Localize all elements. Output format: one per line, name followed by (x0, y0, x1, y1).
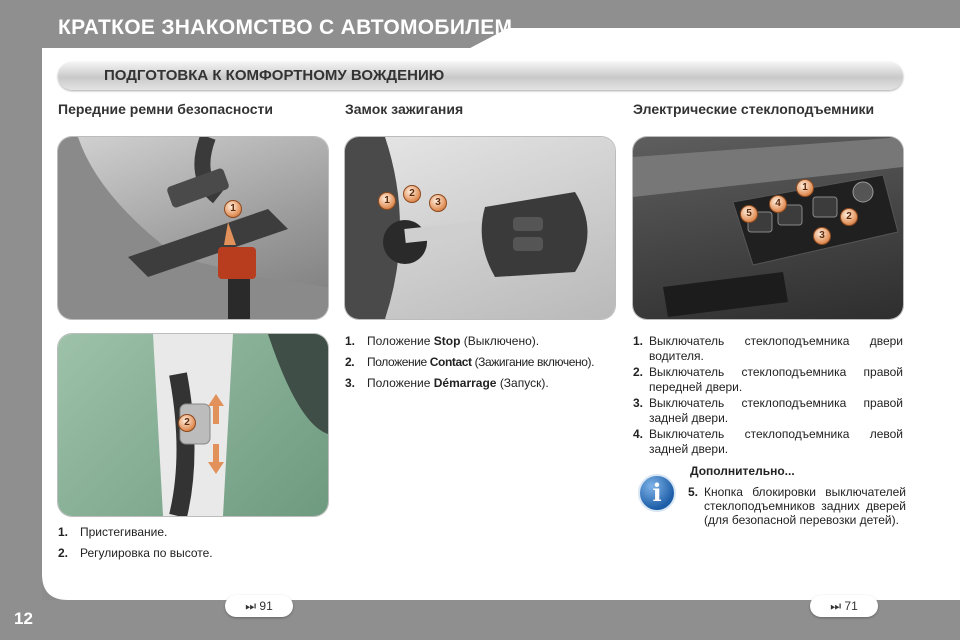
page-reference-91[interactable] (225, 595, 293, 617)
info-note (688, 485, 906, 527)
list-item (633, 334, 903, 364)
list-item-keyword: Démarrage (433, 376, 497, 390)
page-ref-number: 71 (844, 599, 858, 613)
info-icon: i (638, 474, 676, 512)
list-item-number: 2. (633, 365, 644, 379)
list-item (345, 355, 625, 370)
ignition-marker-3: 3 (429, 194, 447, 212)
list-item (345, 376, 625, 391)
list-item-suffix: (Запуск). (499, 376, 549, 390)
ignition-marker-1: 1 (378, 192, 396, 210)
list-item-keyword: Stop (433, 334, 461, 348)
info-note-text: Кнопка блокировки выключателей стеклоподъемников задних дверей (для безопасной перевозки детей). (704, 485, 906, 527)
seatbelt-buckle-photo (58, 137, 328, 319)
list-item-number: 2. (58, 546, 69, 560)
page-ref-arrow-icon: ⏭ (245, 599, 257, 613)
list-item-number: 1. (633, 334, 644, 348)
list-item (633, 427, 903, 457)
window-marker-1: 1 (796, 179, 814, 197)
ignition-list (345, 334, 625, 397)
seatbelt-height-photo (58, 334, 328, 516)
section-banner-label: ПОДГОТОВКА К КОМФОРТНОМУ ВОЖДЕНИЮ (104, 67, 445, 84)
page-number: 12 (14, 609, 33, 628)
window-marker-2: 2 (840, 208, 858, 226)
ignition-heading: Замок зажигания (345, 101, 464, 117)
list-item (633, 365, 903, 395)
list-item-keyword: Contact (429, 355, 472, 369)
list-item-prefix: Положение (367, 334, 431, 348)
windows-list (633, 334, 903, 458)
page-ref-arrow-icon: ⏭ (830, 599, 842, 613)
seatbelts-heading: Передние ремни безопасности (58, 101, 273, 117)
list-item-text: Регулировка по высоте. (80, 546, 213, 560)
list-item-prefix: Положение (367, 376, 431, 390)
list-item (58, 546, 328, 561)
list-item-number: 3. (633, 396, 644, 410)
list-item-text: Пристегивание. (80, 525, 168, 539)
seatbelt-marker-2: 2 (178, 414, 196, 432)
window-marker-4: 4 (769, 195, 787, 213)
seatbelt-marker-1: 1 (224, 200, 242, 218)
seatbelts-list (58, 525, 328, 567)
ignition-key-photo (345, 137, 615, 319)
list-item-text: Выключатель стеклоподъемника двери водителя. (649, 334, 903, 363)
list-item-text: Выключатель стеклоподъемника правой задней двери. (649, 396, 903, 425)
list-item-text: Выключатель стеклоподъемника правой передней двери. (649, 365, 903, 394)
list-item-prefix: Положение (367, 355, 427, 369)
list-item (58, 525, 328, 540)
page-reference-71[interactable] (810, 595, 878, 617)
info-title: Дополнительно... (690, 464, 795, 478)
info-note-number: 5. (688, 485, 699, 499)
list-item-number: 3. (345, 376, 356, 390)
window-marker-3: 3 (813, 227, 831, 245)
list-item-number: 1. (58, 525, 69, 539)
page-title: КРАТКОЕ ЗНАКОМСТВО С АВТОМОБИЛЕМ (58, 16, 513, 39)
list-item-number: 2. (345, 355, 355, 369)
window-switches-photo (633, 137, 903, 319)
list-item (633, 396, 903, 426)
ignition-marker-2: 2 (403, 185, 421, 203)
list-item-suffix: (Выключено). (463, 334, 540, 348)
window-marker-5: 5 (740, 205, 758, 223)
page-ref-number: 91 (259, 599, 273, 613)
section-banner (58, 62, 903, 90)
list-item (345, 334, 625, 349)
windows-heading: Электрические стеклоподъемники (633, 101, 875, 117)
list-item-text: Выключатель стеклоподъемника левой задней двери. (649, 427, 903, 456)
list-item-number: 1. (345, 334, 356, 348)
list-item-number: 4. (633, 427, 644, 441)
list-item-suffix: (Зажигание включено). (474, 355, 595, 369)
